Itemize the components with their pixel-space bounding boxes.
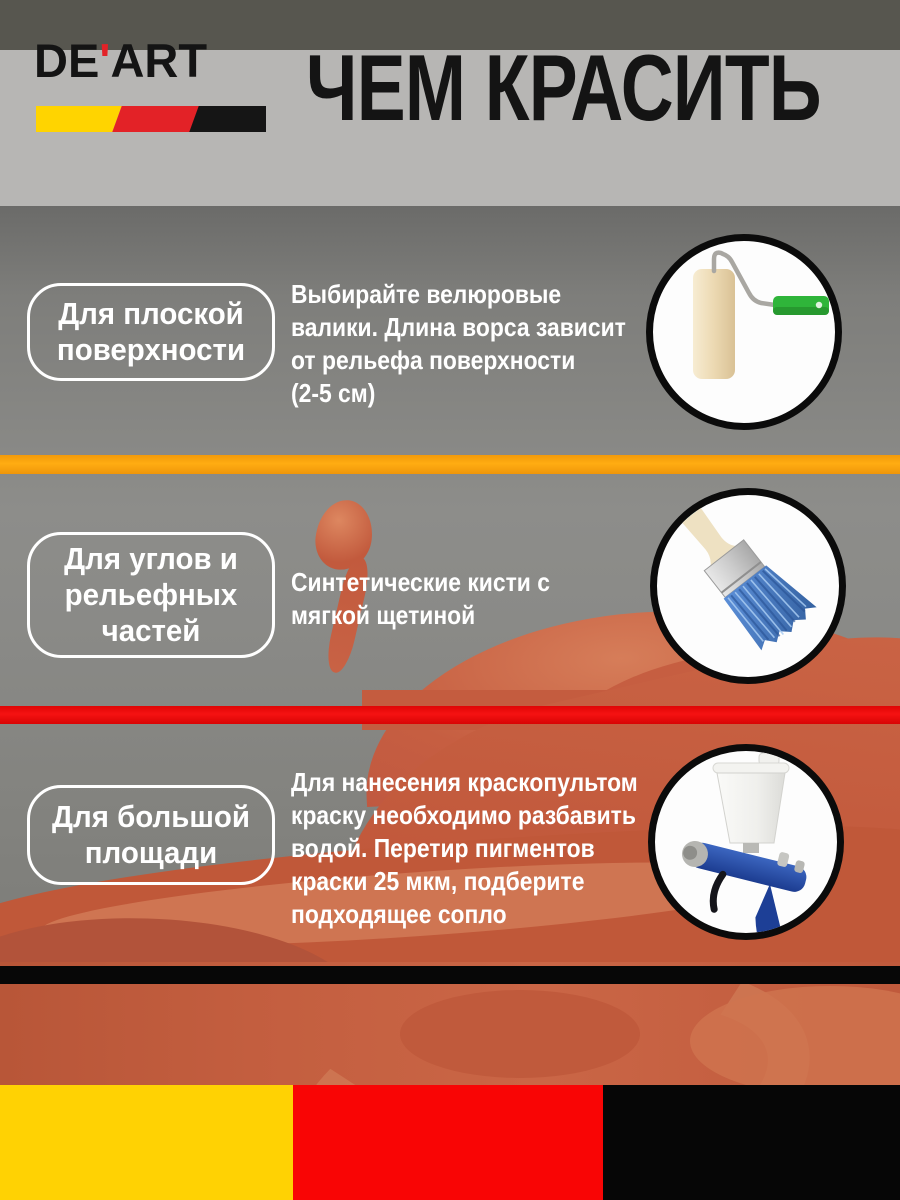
description-large-area: Для нанесения краскопультом краску необходимо разбавить водой. Перетир пигментов краски 25 мкм, подберите подходящее сопло <box>291 767 638 929</box>
description-corners-relief: Синтетические кисти с мягкой щетиной <box>291 567 550 630</box>
paint-brush-icon <box>657 495 839 677</box>
spray-gun-image <box>648 744 844 940</box>
badge-flat-surface: Для плоской поверхности <box>27 283 275 381</box>
footer-block-black <box>603 1085 900 1200</box>
badge-large-area: Для большой площади <box>27 785 275 885</box>
logo-stripe <box>36 106 266 132</box>
logo-stripe-red <box>112 106 199 132</box>
footer-block-yellow <box>0 1085 293 1200</box>
deart-logo <box>34 36 207 86</box>
logo-apostrophe: ' <box>99 34 111 87</box>
divider-orange <box>0 455 900 474</box>
deart-logo-text: DE'ART <box>34 34 208 87</box>
paint-swirl-core <box>400 990 640 1078</box>
paint-roller-image <box>646 234 842 430</box>
divider-black <box>0 966 900 984</box>
description-flat-surface: Выбирайте велюровые валики. Длина ворса зависит от рельефа поверхности (2-5 см) <box>291 279 626 408</box>
page-title: ЧЕМ КРАСИТЬ <box>306 35 821 140</box>
spray-gun-icon <box>655 751 837 933</box>
paint-roller-icon <box>653 241 835 423</box>
paint-brush-image <box>650 488 846 684</box>
divider-red <box>0 706 900 724</box>
badge-corners-relief: Для углов и рельефных частей <box>27 532 275 658</box>
footer-block-red <box>293 1085 603 1200</box>
logo-stripe-yellow <box>36 106 121 132</box>
logo-stripe-black <box>189 106 266 132</box>
